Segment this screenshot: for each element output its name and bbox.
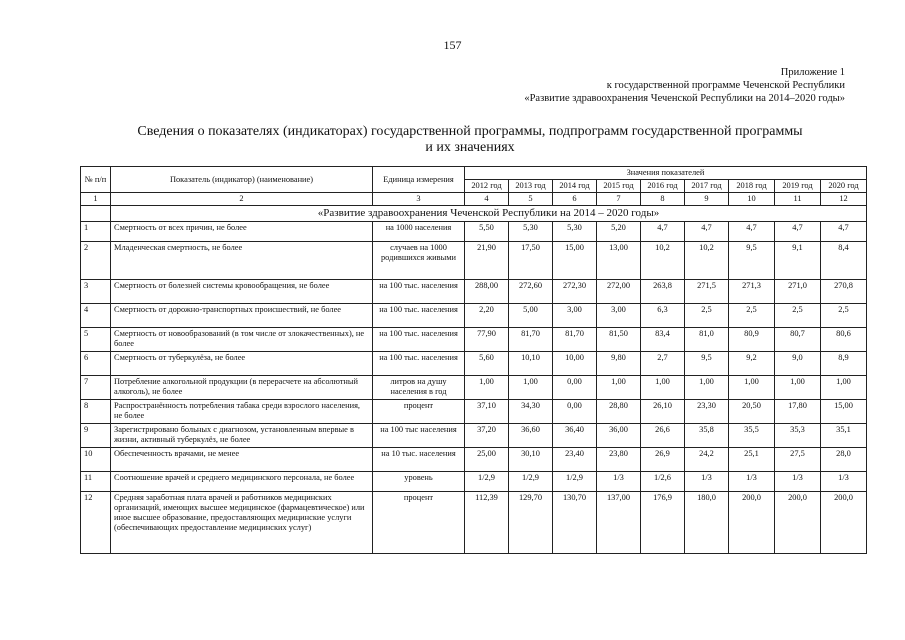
column-index: 7 xyxy=(597,193,641,206)
value-cell: 1/3 xyxy=(597,472,641,492)
value-cell: 271,3 xyxy=(729,280,775,304)
value-cell: 37,10 xyxy=(465,400,509,424)
value-cell: 10,2 xyxy=(685,242,729,280)
value-cell: 23,80 xyxy=(597,448,641,472)
value-cell: 17,50 xyxy=(509,242,553,280)
value-cell: 200,0 xyxy=(775,492,821,554)
value-cell: 21,90 xyxy=(465,242,509,280)
year-header: 2013 год xyxy=(509,180,553,193)
table-row xyxy=(81,424,867,448)
value-cell: 6,3 xyxy=(641,304,685,328)
value-cell: 35,8 xyxy=(685,424,729,448)
value-cell: 5,30 xyxy=(553,222,597,242)
value-cell: 25,00 xyxy=(465,448,509,472)
value-cell: 36,00 xyxy=(597,424,641,448)
value-cell: 36,40 xyxy=(553,424,597,448)
unit-cell: на 1000 населения xyxy=(373,222,465,242)
indicator-name: Смертность от всех причин, не более xyxy=(111,222,373,242)
value-cell: 37,20 xyxy=(465,424,509,448)
value-cell: 28,80 xyxy=(597,400,641,424)
value-cell: 130,70 xyxy=(553,492,597,554)
value-cell: 2,5 xyxy=(685,304,729,328)
column-index: 1 xyxy=(81,193,111,206)
table-row xyxy=(81,376,867,400)
header-indicator: Показатель (индикатор) (наименование) xyxy=(111,167,373,193)
indicator-name: Распространённость потребления табака среди взрослого населения, не более xyxy=(111,400,373,424)
value-cell: 26,10 xyxy=(641,400,685,424)
value-cell: 270,8 xyxy=(821,280,867,304)
value-cell: 1,00 xyxy=(641,376,685,400)
value-cell: 9,5 xyxy=(729,242,775,280)
value-cell: 4,7 xyxy=(821,222,867,242)
column-index: 11 xyxy=(775,193,821,206)
value-cell: 1/3 xyxy=(729,472,775,492)
value-cell: 1,00 xyxy=(465,376,509,400)
table-row xyxy=(81,448,867,472)
indicator-name: Обеспеченность врачами, не менее xyxy=(111,448,373,472)
value-cell: 17,80 xyxy=(775,400,821,424)
value-cell: 1/2,6 xyxy=(641,472,685,492)
indicator-name: Зарегистрировано больных с диагнозом, установленным впервые в жизни, активный туберкулёз, не более xyxy=(111,424,373,448)
table-row xyxy=(81,472,867,492)
value-cell: 1/3 xyxy=(821,472,867,492)
value-cell: 1/3 xyxy=(775,472,821,492)
table-row xyxy=(81,400,867,424)
header-num: № п/п xyxy=(81,167,111,193)
row-number: 9 xyxy=(81,424,111,448)
header-unit: Единица измерения xyxy=(373,167,465,193)
unit-cell: на 10 тыс. населения xyxy=(373,448,465,472)
value-cell: 28,0 xyxy=(821,448,867,472)
value-cell: 4,7 xyxy=(641,222,685,242)
value-cell: 272,30 xyxy=(553,280,597,304)
indicator-name: Смертность от туберкулёза, не более xyxy=(111,352,373,376)
value-cell: 200,0 xyxy=(729,492,775,554)
year-header: 2014 год xyxy=(553,180,597,193)
indicator-name: Смертность от дорожно-транспортных происшествий, не более xyxy=(111,304,373,328)
value-cell: 1,00 xyxy=(509,376,553,400)
value-cell: 2,20 xyxy=(465,304,509,328)
value-cell: 30,10 xyxy=(509,448,553,472)
value-cell: 3,00 xyxy=(553,304,597,328)
value-cell: 112,39 xyxy=(465,492,509,554)
value-cell: 15,00 xyxy=(553,242,597,280)
appendix-note xyxy=(524,66,845,105)
row-number: 3 xyxy=(81,280,111,304)
section-row xyxy=(81,206,867,222)
header-values: Значения показателей xyxy=(465,167,867,180)
value-cell: 1/3 xyxy=(685,472,729,492)
value-cell: 10,2 xyxy=(641,242,685,280)
indicator-name: Потребление алкогольной продукции (в перерасчете на абсолютный алкоголь), не более xyxy=(111,376,373,400)
value-cell: 23,30 xyxy=(685,400,729,424)
value-cell: 1,00 xyxy=(775,376,821,400)
value-cell: 9,5 xyxy=(685,352,729,376)
year-header: 2015 год xyxy=(597,180,641,193)
value-cell: 1/2,9 xyxy=(465,472,509,492)
column-index: 9 xyxy=(685,193,729,206)
unit-cell: процент xyxy=(373,492,465,554)
value-cell: 3,00 xyxy=(597,304,641,328)
value-cell: 10,10 xyxy=(509,352,553,376)
value-cell: 200,0 xyxy=(821,492,867,554)
column-index: 5 xyxy=(509,193,553,206)
value-cell: 272,60 xyxy=(509,280,553,304)
value-cell: 80,7 xyxy=(775,328,821,352)
value-cell: 4,7 xyxy=(685,222,729,242)
value-cell: 1,00 xyxy=(685,376,729,400)
section-spacer xyxy=(81,206,111,222)
value-cell: 2,7 xyxy=(641,352,685,376)
value-cell: 5,50 xyxy=(465,222,509,242)
value-cell: 26,9 xyxy=(641,448,685,472)
value-cell: 25,1 xyxy=(729,448,775,472)
document-title xyxy=(80,124,860,156)
appendix-line: к государственной программе Чеченской Республики xyxy=(606,80,845,91)
year-header: 2020 год xyxy=(821,180,867,193)
table-row xyxy=(81,242,867,280)
title-line: и их значениях xyxy=(425,140,515,155)
value-cell: 137,00 xyxy=(597,492,641,554)
value-cell: 35,5 xyxy=(729,424,775,448)
value-cell: 1/2,9 xyxy=(553,472,597,492)
year-header: 2018 год xyxy=(729,180,775,193)
value-cell: 5,60 xyxy=(465,352,509,376)
value-cell: 81,50 xyxy=(597,328,641,352)
value-cell: 0,00 xyxy=(553,376,597,400)
value-cell: 36,60 xyxy=(509,424,553,448)
year-header: 2016 год xyxy=(641,180,685,193)
section-title: «Развитие здравоохранения Чеченской Республики на 2014 – 2020 годы» xyxy=(111,206,867,222)
value-cell: 4,7 xyxy=(775,222,821,242)
value-cell: 2,5 xyxy=(821,304,867,328)
indicator-name: Смертность от болезней системы кровообращения, не более xyxy=(111,280,373,304)
value-cell: 24,2 xyxy=(685,448,729,472)
title-line: Сведения о показателях (индикаторах) государственной программы, подпрограмм государственной программы xyxy=(137,124,803,139)
unit-cell: литров на душу населения в год xyxy=(373,376,465,400)
year-header: 2012 год xyxy=(465,180,509,193)
value-cell: 81,70 xyxy=(509,328,553,352)
year-header: 2019 год xyxy=(775,180,821,193)
value-cell: 1/2,9 xyxy=(509,472,553,492)
value-cell: 1,00 xyxy=(729,376,775,400)
value-cell: 8,4 xyxy=(821,242,867,280)
row-number: 12 xyxy=(81,492,111,554)
column-index-row xyxy=(81,193,867,206)
value-cell: 9,1 xyxy=(775,242,821,280)
column-index: 2 xyxy=(111,193,373,206)
value-cell: 4,7 xyxy=(729,222,775,242)
value-cell: 23,40 xyxy=(553,448,597,472)
value-cell: 271,0 xyxy=(775,280,821,304)
table-row xyxy=(81,222,867,242)
column-index: 10 xyxy=(729,193,775,206)
value-cell: 34,30 xyxy=(509,400,553,424)
value-cell: 35,3 xyxy=(775,424,821,448)
value-cell: 83,4 xyxy=(641,328,685,352)
value-cell: 20,50 xyxy=(729,400,775,424)
value-cell: 9,0 xyxy=(775,352,821,376)
unit-cell: уровень xyxy=(373,472,465,492)
indicator-name: Младенческая смертность, не более xyxy=(111,242,373,280)
unit-cell: процент xyxy=(373,400,465,424)
value-cell: 5,00 xyxy=(509,304,553,328)
unit-cell: на 100 тыс. населения xyxy=(373,328,465,352)
row-number: 11 xyxy=(81,472,111,492)
unit-cell: на 100 тыс. населения xyxy=(373,304,465,328)
appendix-line: Приложение 1 xyxy=(780,67,845,78)
indicator-name: Соотношение врачей и среднего медицинского персонала, не более xyxy=(111,472,373,492)
value-cell: 2,5 xyxy=(729,304,775,328)
year-header: 2017 год xyxy=(685,180,729,193)
column-index: 3 xyxy=(373,193,465,206)
value-cell: 9,2 xyxy=(729,352,775,376)
value-cell: 9,80 xyxy=(597,352,641,376)
table-row xyxy=(81,280,867,304)
value-cell: 288,00 xyxy=(465,280,509,304)
value-cell: 15,00 xyxy=(821,400,867,424)
indicators-table xyxy=(80,166,867,554)
column-index: 4 xyxy=(465,193,509,206)
value-cell: 0,00 xyxy=(553,400,597,424)
header-row xyxy=(81,167,867,180)
value-cell: 263,8 xyxy=(641,280,685,304)
value-cell: 8,9 xyxy=(821,352,867,376)
value-cell: 77,90 xyxy=(465,328,509,352)
value-cell: 81,0 xyxy=(685,328,729,352)
table-row xyxy=(81,492,867,554)
row-number: 2 xyxy=(81,242,111,280)
value-cell: 272,00 xyxy=(597,280,641,304)
indicator-name: Смертность от новообразований (в том числе от злокачественных), не более xyxy=(111,328,373,352)
value-cell: 1,00 xyxy=(821,376,867,400)
indicator-name: Средняя заработная плата врачей и работников медицинских организаций, имеющих высшее медицинское (фармацевтическое) или иное высшее образование, предоставляющих медицинские услуги (обеспечивающих предоставление медицинских услуг) xyxy=(111,492,373,554)
row-number: 5 xyxy=(81,328,111,352)
value-cell: 5,20 xyxy=(597,222,641,242)
unit-cell: на 100 тыс. населения xyxy=(373,280,465,304)
value-cell: 27,5 xyxy=(775,448,821,472)
row-number: 7 xyxy=(81,376,111,400)
page-number: 157 xyxy=(443,38,462,52)
row-number: 10 xyxy=(81,448,111,472)
value-cell: 1,00 xyxy=(597,376,641,400)
row-number: 6 xyxy=(81,352,111,376)
appendix-line: «Развитие здравоохранения Чеченской Республики на 2014–2020 годы» xyxy=(524,93,845,104)
value-cell: 13,00 xyxy=(597,242,641,280)
value-cell: 80,6 xyxy=(821,328,867,352)
value-cell: 129,70 xyxy=(509,492,553,554)
table-row xyxy=(81,328,867,352)
unit-cell: на 100 тыс населения xyxy=(373,424,465,448)
table-row xyxy=(81,352,867,376)
value-cell: 180,0 xyxy=(685,492,729,554)
value-cell: 2,5 xyxy=(775,304,821,328)
value-cell: 80,9 xyxy=(729,328,775,352)
table-row xyxy=(81,304,867,328)
row-number: 8 xyxy=(81,400,111,424)
value-cell: 26,6 xyxy=(641,424,685,448)
value-cell: 10,00 xyxy=(553,352,597,376)
value-cell: 271,5 xyxy=(685,280,729,304)
value-cell: 5,30 xyxy=(509,222,553,242)
unit-cell: случаев на 1000 родившихся живыми xyxy=(373,242,465,280)
row-number: 1 xyxy=(81,222,111,242)
value-cell: 35,1 xyxy=(821,424,867,448)
unit-cell: на 100 тыс. населения xyxy=(373,352,465,376)
column-index: 12 xyxy=(821,193,867,206)
column-index: 6 xyxy=(553,193,597,206)
row-number: 4 xyxy=(81,304,111,328)
value-cell: 176,9 xyxy=(641,492,685,554)
column-index: 8 xyxy=(641,193,685,206)
value-cell: 81,70 xyxy=(553,328,597,352)
